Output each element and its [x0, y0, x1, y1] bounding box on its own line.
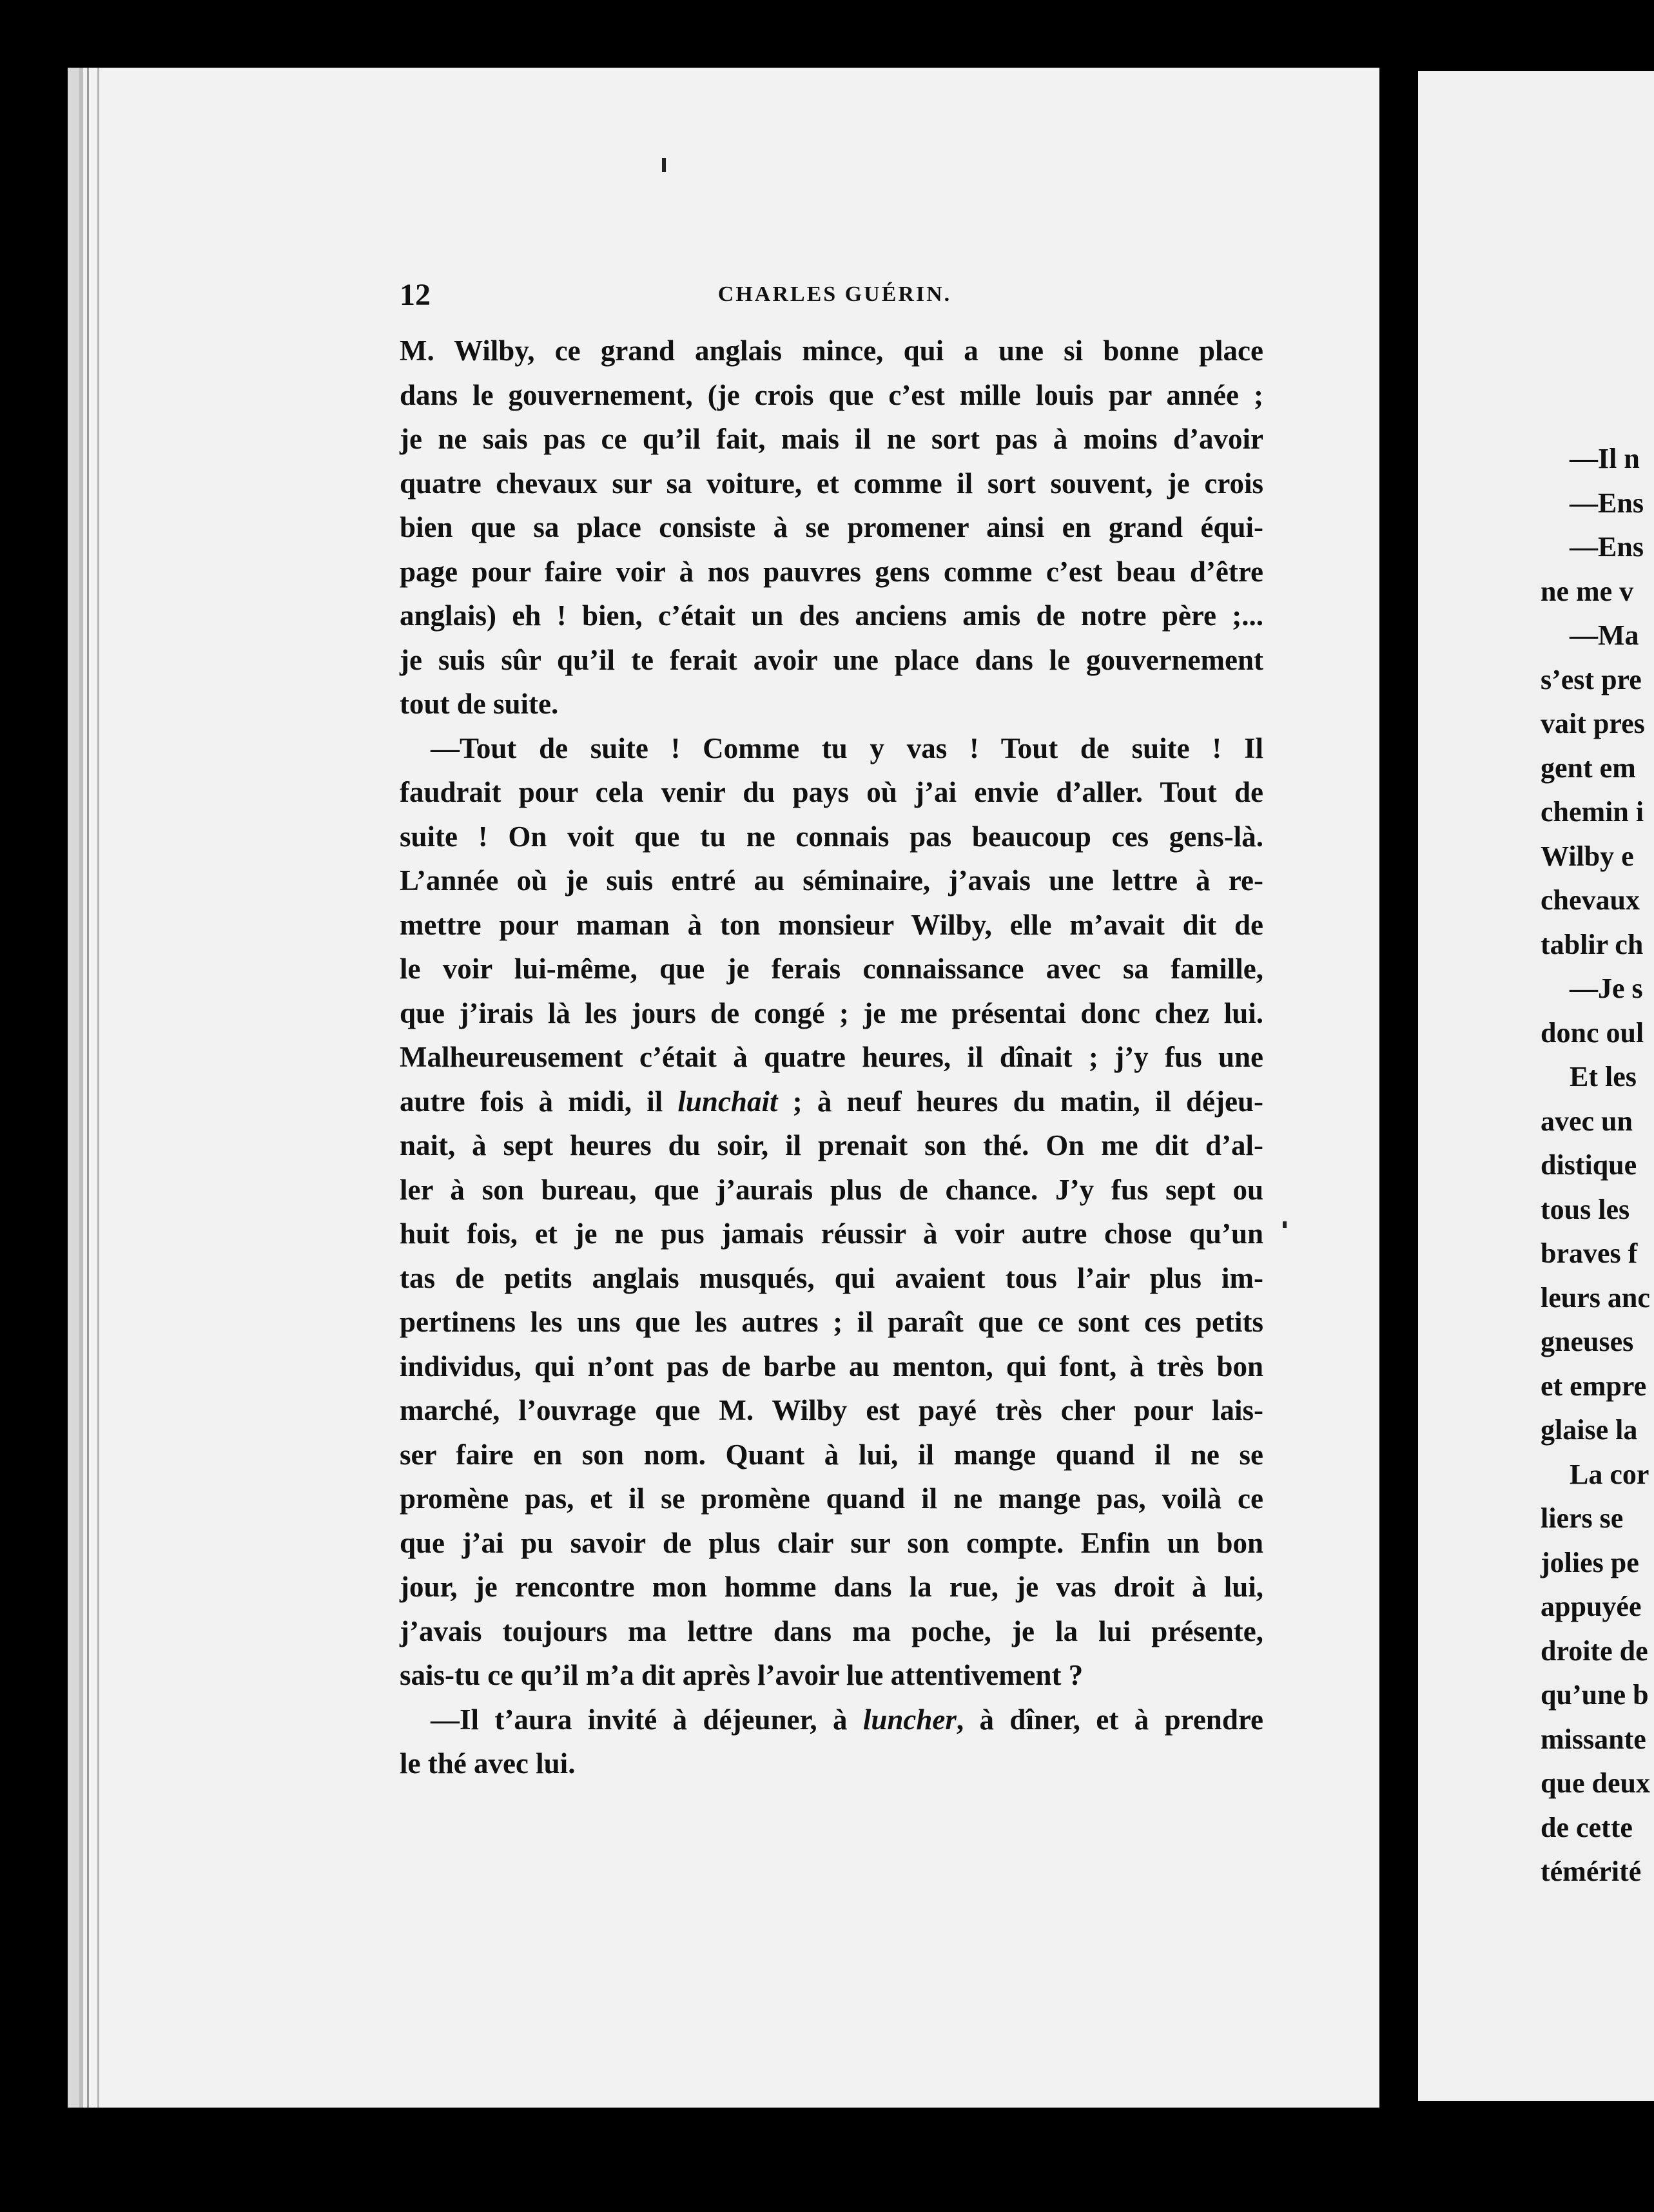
text-line: tas de petits anglais musqués, qui avaient tous l’air plus im-: [400, 1261, 1263, 1294]
text-line: sais-tu ce qu’il m’a dit après l’avoir lue attentivement ?: [400, 1659, 1084, 1691]
text-line: tous les: [1541, 1193, 1630, 1225]
text-line: braves f: [1541, 1237, 1638, 1269]
text-line: que deux: [1541, 1767, 1650, 1799]
text-line: leurs anc: [1541, 1281, 1650, 1314]
text-line: tablir ch: [1541, 928, 1644, 960]
text-line: huit fois, et je ne pus jamais réussir à voir autre chose qu’un: [400, 1218, 1263, 1250]
text-line: jour, je rencontre mon homme dans la rue, je vas droit à lui,: [400, 1571, 1263, 1603]
page-number: 12: [400, 278, 431, 312]
text-line: L’année où je suis entré au séminaire, j’avais une lettre à re-: [400, 864, 1263, 897]
text-line: tout de suite.: [400, 688, 559, 720]
text-line: La cor: [1570, 1458, 1649, 1490]
book-gutter: [1379, 64, 1418, 2114]
text-line: marché, l’ouvrage que M. Wilby est payé très cher pour lais-: [400, 1394, 1263, 1426]
text-line: de cette: [1541, 1811, 1633, 1843]
text-line: et empre: [1541, 1370, 1647, 1402]
text-line: je suis sûr qu’il te ferait avoir une place dans le gouvernement: [400, 643, 1263, 676]
text-line: donc oul: [1541, 1016, 1644, 1049]
text-line: promène pas, et il se promène quand il ne mange pas, voilà ce: [400, 1482, 1263, 1515]
text-line: bien que sa place consiste à se promener ainsi en grand équi-: [400, 511, 1263, 543]
text-line: —Ma: [1570, 619, 1639, 651]
text-line: que j’irais là les jours de congé ; je me présentai donc chez lui.: [400, 996, 1263, 1029]
text-line: qu’une b: [1541, 1679, 1649, 1711]
text-line: individus, qui n’ont pas de barbe au menton, qui font, à très bon: [400, 1350, 1263, 1382]
text-line: le thé avec lui.: [400, 1747, 576, 1780]
text-line: missante: [1541, 1723, 1646, 1755]
text-line: Malheureusement c’était à quatre heures, il dînait ; j’y fus une: [400, 1041, 1263, 1073]
text-line: pertinens les uns que les autres ; il paraît que ce sont ces petits: [400, 1306, 1263, 1338]
text-line: je ne sais pas ce qu’il fait, mais il ne sort pas à moins d’avoir: [400, 423, 1263, 455]
text-line: j’avais toujours ma lettre dans ma poche, je la lui présente,: [400, 1615, 1263, 1647]
left-page-text: [335, 277, 1263, 1786]
text-line: —Tout de suite ! Comme tu y vas ! Tout de suite ! Il: [431, 732, 1263, 764]
body-text: [400, 329, 1263, 1786]
text-line: Wilby e: [1541, 840, 1634, 872]
text-line: —Il n: [1570, 443, 1640, 474]
running-head: [335, 277, 1263, 329]
right-page: [1418, 71, 1654, 2101]
text-line: —Il t’aura invité à déjeuner, à luncher, à dîner, et à prendre: [431, 1703, 1263, 1736]
text-line: anglais) eh ! bien, c’était un des anciens amis de notre père ;...: [400, 599, 1263, 632]
text-line: que j’ai pu savoir de plus clair sur son compte. Enfin un bon: [400, 1526, 1263, 1559]
text-line: nait, à sept heures du soir, il prenait son thé. On me dit d’al-: [400, 1129, 1263, 1161]
text-line: chevaux: [1541, 884, 1640, 916]
page-edge-line: [87, 68, 89, 2108]
text-line: jolies pe: [1541, 1546, 1639, 1578]
text-line: avec un: [1541, 1105, 1633, 1137]
text-line: témérité: [1541, 1856, 1642, 1887]
text-line: —Ens: [1570, 531, 1644, 563]
text-line: M. Wilby, ce grand anglais mince, qui a une si bonne place: [400, 335, 1263, 367]
text-line: le voir lui-même, que je ferais connaissance avec sa famille,: [400, 953, 1263, 985]
text-line: —Ens: [1570, 487, 1644, 519]
text-line: —Je s: [1570, 973, 1643, 1004]
text-line: chemin i: [1541, 796, 1644, 828]
text-line: droite de: [1541, 1635, 1648, 1667]
right-page-text: [1541, 437, 1650, 1894]
ink-speck: [662, 158, 666, 172]
text-line: autre fois à midi, il lunchait ; à neuf heures du matin, il déjeu-: [400, 1085, 1263, 1118]
text-line: appuyée: [1541, 1591, 1642, 1622]
text-line: dans le gouvernement, (je crois que c’est mille louis par année ;: [400, 378, 1263, 411]
text-line: ler à son bureau, que j’aurais plus de chance. J’y fus sept ou: [400, 1173, 1263, 1206]
ink-speck: [1283, 1221, 1287, 1228]
page-edge-line: [97, 68, 99, 2108]
text-line: s’est pre: [1541, 663, 1642, 695]
running-title: CHARLES GUÉRIN.: [717, 282, 952, 306]
text-line: ser faire en son nom. Quant à lui, il mange quand il ne se: [400, 1438, 1263, 1471]
text-line: suite ! On voit que tu ne connais pas beaucoup ces gens-là.: [400, 820, 1263, 853]
text-line: page pour faire voir à nos pauvres gens comme c’est beau d’être: [400, 555, 1263, 588]
text-line: Et les: [1570, 1061, 1637, 1092]
text-line: liers se: [1541, 1502, 1624, 1534]
text-line: gent em: [1541, 752, 1636, 784]
text-line: mettre pour maman à ton monsieur Wilby, elle m’avait dit de: [400, 908, 1263, 941]
text-line: faudrait pour cela venir du pays où j’ai envie d’aller. Tout de: [400, 776, 1263, 808]
text-line: gneuses: [1541, 1326, 1634, 1357]
text-line: glaise la: [1541, 1414, 1638, 1446]
text-line: quatre chevaux sur sa voiture, et comme il sort souvent, je crois: [400, 467, 1263, 500]
text-line: distique: [1541, 1149, 1637, 1181]
text-line: vait pres: [1541, 708, 1645, 739]
text-line: ne me v: [1541, 575, 1634, 607]
